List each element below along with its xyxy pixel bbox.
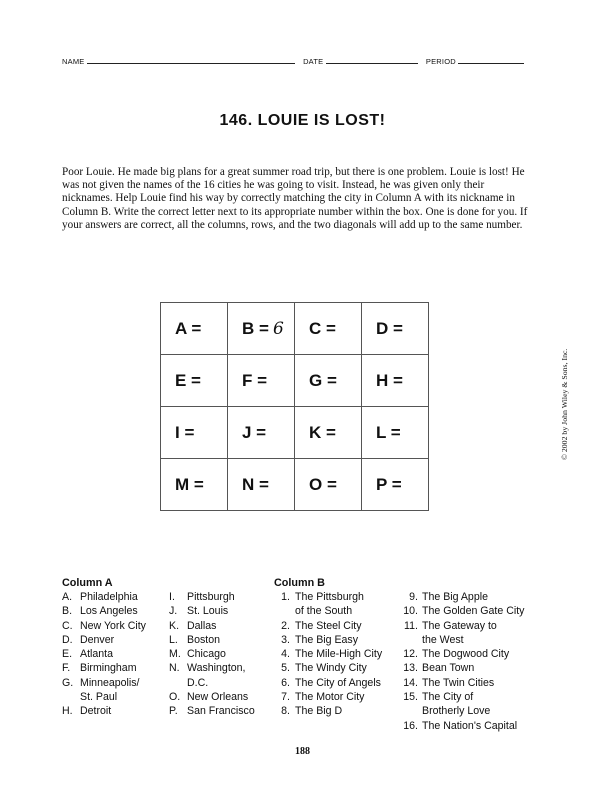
grid-cell-label: L = [376, 422, 401, 442]
grid-cell-label: H = [376, 370, 403, 390]
column-a-list-part2 [169, 590, 269, 719]
city-item-text: Philadelphia [80, 591, 138, 603]
city-item [169, 661, 269, 690]
grid-cell-label: E = [175, 370, 201, 390]
nickname-item-label: 5. [281, 662, 290, 675]
city-item-label: G. [62, 676, 74, 689]
nickname-item-label: 3. [281, 633, 290, 646]
nickname-item-label: 10. [403, 605, 418, 618]
nickname-item-label: 11. [404, 619, 418, 632]
column-b-list-part1 [274, 590, 394, 719]
city-item-label: H. [62, 705, 73, 718]
city-item-text: Boston [187, 633, 220, 646]
grid-cell[interactable] [295, 407, 362, 459]
city-item [62, 633, 162, 647]
nickname-item-text: The Twin Cities [422, 676, 495, 689]
grid-cell[interactable] [362, 303, 429, 355]
city-item-label: P. [169, 705, 178, 718]
city-item-text: Birmingham [80, 662, 137, 675]
city-item-text: Chicago [187, 648, 226, 661]
city-item-text: Los Angeles [80, 605, 138, 618]
grid-cell-label: J = [242, 422, 267, 442]
grid-cell[interactable] [295, 459, 362, 511]
city-item-label: J. [169, 605, 178, 618]
nickname-item-text: Brotherly Love [422, 705, 491, 718]
city-item [169, 704, 269, 718]
city-item-label: B. [62, 605, 73, 618]
column-b-heading: Column B [274, 577, 325, 589]
period-label: PERIOD [425, 57, 456, 66]
name-label: NAME [62, 57, 85, 66]
nickname-item-text: The Nation's Capital [422, 719, 518, 732]
city-item-text: D.C. [187, 676, 209, 689]
nickname-item [399, 590, 534, 604]
nickname-item-label: 4. [281, 648, 290, 661]
city-item-label: F. [62, 662, 71, 675]
copyright-notice: © 2002 by John Wiley & Sons, Inc. [560, 348, 569, 460]
city-item-text: Washington, [187, 662, 246, 675]
city-item [62, 619, 162, 633]
grid-cell[interactable] [362, 355, 429, 407]
nickname-item [274, 676, 394, 690]
student-info-header [62, 55, 532, 66]
city-item-text: Minneapolis/ [80, 676, 140, 689]
magic-square-grid [160, 302, 429, 511]
nickname-item-text: The Motor City [295, 691, 365, 704]
nickname-item [274, 619, 394, 633]
nickname-item-label: 1. [281, 591, 290, 603]
nickname-item-label: 15. [403, 691, 418, 704]
nickname-item-text: The Big Easy [295, 633, 359, 646]
city-item [62, 661, 162, 675]
grid-cell[interactable] [228, 459, 295, 511]
city-item-text: Pittsburgh [187, 591, 235, 603]
column-a-heading-block [62, 576, 113, 590]
nickname-item [274, 590, 394, 619]
column-a-heading: Column A [62, 577, 113, 589]
grid-cell-answer[interactable]: 6 [272, 318, 284, 339]
nickname-item-label: 13. [403, 662, 418, 675]
grid-cell-label: F = [242, 370, 268, 390]
grid-cell[interactable] [161, 407, 228, 459]
nickname-item-text: The Big D [295, 705, 343, 718]
city-item [169, 690, 269, 704]
date-label: DATE [303, 57, 324, 66]
city-item [62, 676, 162, 705]
city-item-text: New York City [80, 619, 146, 632]
grid-cell[interactable] [161, 303, 228, 355]
city-item [62, 704, 162, 718]
grid-cell-label: O = [309, 474, 337, 494]
nickname-item-label: 8. [281, 705, 290, 718]
nickname-item [274, 690, 394, 704]
grid-row [161, 303, 429, 355]
nickname-item [399, 619, 534, 648]
city-item [62, 590, 162, 604]
nickname-item-text: The Dogwood City [422, 648, 510, 661]
nickname-item-label: 12. [403, 648, 418, 661]
city-item-label: M. [169, 648, 181, 661]
city-item-label: N. [169, 662, 180, 675]
nickname-item-label: 9. [409, 591, 418, 603]
nickname-item-text: the West [422, 633, 464, 646]
grid-cell-label: B = [242, 318, 269, 338]
nickname-item [274, 661, 394, 675]
city-item-text: Detroit [80, 705, 112, 718]
nickname-item [399, 604, 534, 618]
city-item-label: K. [169, 619, 180, 632]
city-item-label: I. [169, 591, 175, 603]
nickname-item-label: 16. [403, 719, 418, 732]
city-item-label: A. [62, 591, 73, 603]
city-item-label: E. [62, 648, 73, 661]
city-item [62, 647, 162, 661]
city-item-text: San Francisco [187, 705, 255, 718]
grid-cell[interactable] [161, 355, 228, 407]
grid-cell-label: A = [175, 318, 202, 338]
grid-cell-label: D = [376, 318, 403, 338]
nickname-item-text: The City of [422, 691, 474, 704]
city-item [169, 619, 269, 633]
grid-cell[interactable] [228, 407, 295, 459]
grid-cell-label: C = [309, 318, 336, 338]
grid-cell[interactable] [228, 303, 295, 355]
city-item-text: New Orleans [187, 691, 249, 704]
nickname-item-text: Bean Town [422, 662, 475, 675]
grid-cell[interactable] [362, 407, 429, 459]
nickname-item [399, 661, 534, 675]
city-item-text: St. Paul [80, 691, 118, 704]
city-item [169, 590, 269, 604]
grid-cell-label: N = [242, 474, 269, 494]
name-field[interactable] [87, 55, 295, 64]
nickname-item-text: The Pittsburgh [295, 591, 364, 603]
nickname-item-text: of the South [295, 605, 353, 618]
grid-cell-label: P = [376, 474, 402, 494]
nickname-item [399, 676, 534, 690]
city-item-text: Dallas [187, 619, 217, 632]
column-a-list-part1 [62, 590, 162, 719]
grid-cell[interactable] [295, 303, 362, 355]
nickname-item-text: The City of Angels [295, 676, 381, 689]
city-item [169, 604, 269, 618]
grid-row [161, 459, 429, 511]
grid-row [161, 355, 429, 407]
nickname-item-label: 2. [281, 619, 290, 632]
nickname-item [274, 704, 394, 718]
nickname-item-label: 6. [281, 676, 290, 689]
grid-cell[interactable] [228, 355, 295, 407]
city-item-label: D. [62, 633, 73, 646]
grid-cell[interactable] [295, 355, 362, 407]
city-item-text: Denver [80, 633, 115, 646]
city-item-text: St. Louis [187, 605, 229, 618]
nickname-item-text: The Steel City [295, 619, 362, 632]
city-item-text: Atlanta [80, 648, 113, 661]
date-field[interactable] [326, 55, 418, 64]
nickname-item [399, 690, 534, 719]
nickname-item [274, 647, 394, 661]
nickname-item-text: The Windy City [295, 662, 367, 675]
nickname-item [399, 719, 534, 733]
nickname-item-text: The Big Apple [422, 591, 488, 603]
grid-cell-label: K = [309, 422, 336, 442]
grid-cell-label: I = [175, 422, 195, 442]
instructions-paragraph: Poor Louie. He made big plans for a great summer road trip, but there is one problem. Louie is lost! He was not given the names of the 16 cities he was going to visit. Instead, he was given only their nicknames. Help Louie find his way by correctly matching the city in Column A with its nickname in Column B. Write the correct letter next to its appropriate number within the box. One is done for you. If your answers are correct, all the columns, rows, and the two diagonals will add up to the same number. [62, 166, 528, 231]
column-b-heading-block [274, 576, 325, 590]
grid-cell[interactable] [161, 459, 228, 511]
nickname-item-label: 7. [281, 691, 290, 704]
city-item-label: C. [62, 619, 73, 632]
nickname-item-text: The Mile-High City [295, 648, 383, 661]
city-item [169, 633, 269, 647]
grid-row [161, 407, 429, 459]
nickname-item [399, 647, 534, 661]
column-b-list-part2 [399, 590, 534, 733]
city-item [169, 647, 269, 661]
nickname-item [274, 633, 394, 647]
city-item [62, 604, 162, 618]
nickname-item-label: 14. [403, 676, 418, 689]
page-number: 188 [295, 746, 310, 757]
city-item-label: L. [169, 633, 178, 646]
grid-cell[interactable] [362, 459, 429, 511]
nickname-item-text: The Gateway to [422, 619, 497, 632]
worksheet-title: 146. LOUIE IS LOST! [219, 112, 386, 129]
grid-cell-label: M = [175, 474, 204, 494]
period-field[interactable] [458, 55, 524, 64]
grid-cell-label: G = [309, 370, 337, 390]
nickname-item-text: The Golden Gate City [422, 605, 525, 618]
city-item-label: O. [169, 691, 181, 704]
